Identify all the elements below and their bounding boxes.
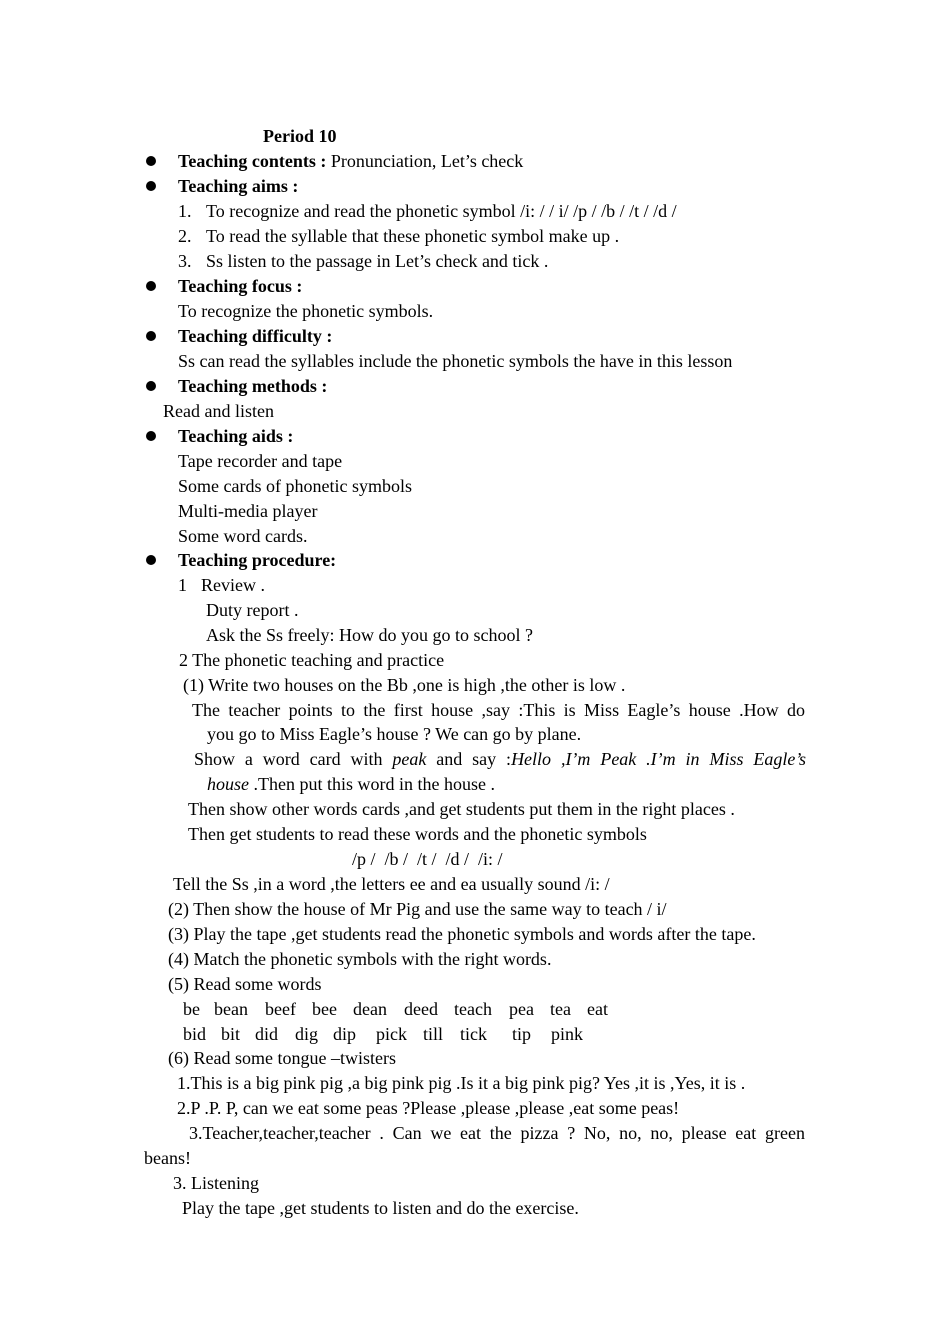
word: teach xyxy=(454,999,492,1019)
step-2-1-d: Then get students to read these words and the phonetic symbols xyxy=(188,824,647,844)
word: pink xyxy=(551,1024,584,1044)
step-2-1-a-line1: The teacher points to the first house ,say :This is Miss Eagle’s house .How do xyxy=(192,700,805,720)
contents-value: Pronunciation, Let’s check xyxy=(326,151,524,171)
aids-label: Teaching aids : xyxy=(178,426,294,446)
aids-item: Tape recorder and tape xyxy=(178,451,343,471)
difficulty-text: Ss can read the syllables include the phonetic symbols the have in this lesson xyxy=(178,351,733,371)
listening-text: Play the tape ,get students to listen and do the exercise. xyxy=(182,1198,579,1218)
word: tick xyxy=(460,1024,487,1044)
step-2-heading: 2 The phonetic teaching and practice xyxy=(179,650,445,670)
house-word: house xyxy=(207,774,249,794)
aims-num-1: 1. xyxy=(178,201,192,221)
step-2-1-c: Then show other words cards ,and get students put them in the right places . xyxy=(188,799,735,819)
duty-report: Duty report . xyxy=(206,600,299,620)
word: deed xyxy=(404,999,438,1019)
twister-3-line1: 3.Teacher,teacher,teacher . Can we eat the pizza ? No, no, no, please eat green xyxy=(189,1123,805,1143)
word: tea xyxy=(550,999,571,1019)
contents-line xyxy=(178,149,523,174)
aims-num-3: 3. xyxy=(178,251,192,271)
and-say: and say : xyxy=(436,749,512,769)
word: bee xyxy=(312,999,337,1019)
step-2-1-b-line1 xyxy=(194,747,806,772)
review-title: Review . xyxy=(201,575,265,595)
aims-item-3: Ss listen to the passage in Let’s check and tick . xyxy=(206,251,549,271)
twister-1: 1.This is a big pink pig ,a big pink pig .Is it a big pink pig? Yes ,it is ,Yes, it is . xyxy=(177,1073,746,1093)
bullet-icon xyxy=(146,281,156,291)
put-in-house: .Then put this word in the house . xyxy=(249,774,495,794)
step-2-1: (1) Write two houses on the Bb ,one is high ,the other is low . xyxy=(183,675,626,695)
procedure-label: Teaching procedure: xyxy=(178,550,337,570)
word: be xyxy=(183,999,200,1019)
word: dig xyxy=(295,1024,319,1044)
step-2-4: (4) Match the phonetic symbols with the right words. xyxy=(168,949,552,969)
word: eat xyxy=(587,999,608,1019)
aims-item-2: To read the syllable that these phonetic symbol make up . xyxy=(206,226,620,246)
peak-word: peak xyxy=(392,749,427,769)
contents-label: Teaching contents : xyxy=(178,151,327,171)
step-2-2: (2) Then show the house of Mr Pig and use the same way to teach / i/ xyxy=(168,899,667,919)
twister-3-line2: beans! xyxy=(144,1148,191,1168)
bullet-icon xyxy=(146,431,156,441)
word: bid xyxy=(183,1024,207,1044)
aims-item-1: To recognize and read the phonetic symbol /i: / / i/ /p / /b / /t / /d / xyxy=(206,201,677,221)
step-2-6: (6) Read some tongue –twisters xyxy=(168,1048,396,1068)
twister-2: 2.P .P. P, can we eat some peas ?Please ,please ,please ,eat some peas! xyxy=(177,1098,680,1118)
bullet-icon xyxy=(146,181,156,191)
methods-label: Teaching methods : xyxy=(178,376,328,396)
review-num: 1 xyxy=(178,575,187,595)
methods-text: Read and listen xyxy=(163,401,274,421)
word: did xyxy=(255,1024,279,1044)
word: dean xyxy=(353,999,387,1019)
aids-item: Some cards of phonetic symbols xyxy=(178,476,412,496)
show-word-card: Show a word card with xyxy=(194,749,383,769)
aims-num-2: 2. xyxy=(178,226,192,246)
tell-ss: Tell the Ss ,in a word ,the letters ee and ea usually sound /i: / xyxy=(173,874,610,894)
word: bit xyxy=(221,1024,241,1044)
page-title: Period 10 xyxy=(263,126,337,146)
focus-label: Teaching focus : xyxy=(178,276,303,296)
bullet-icon xyxy=(146,381,156,391)
word: dip xyxy=(333,1024,357,1044)
bullet-icon xyxy=(146,555,156,565)
word: pick xyxy=(376,1024,407,1044)
phonetic-symbols: /p / /b / /t / /d / /i: / xyxy=(352,849,503,869)
focus-text: To recognize the phonetic symbols. xyxy=(178,301,434,321)
aims-label: Teaching aims : xyxy=(178,176,299,196)
word: pea xyxy=(509,999,534,1019)
bullet-icon xyxy=(146,331,156,341)
difficulty-label: Teaching difficulty : xyxy=(178,326,333,346)
word: bean xyxy=(214,999,248,1019)
bullet-icon xyxy=(146,156,156,166)
step-2-1-a-line2: you go to Miss Eagle’s house ? We can go by plane. xyxy=(207,724,582,744)
aids-item: Multi-media player xyxy=(178,501,318,521)
step-2-1-b-line2 xyxy=(207,772,495,797)
word: till xyxy=(423,1024,444,1044)
aids-item: Some word cards. xyxy=(178,526,308,546)
step-2-3: (3) Play the tape ,get students read the phonetic symbols and words after the tape. xyxy=(168,924,756,944)
step-2-5: (5) Read some words xyxy=(168,974,322,994)
hello-peak: Hello ,I’m Peak .I’m in Miss Eagle’s xyxy=(511,749,807,769)
step-3-heading: 3. Listening xyxy=(173,1173,259,1193)
ask-question: Ask the Ss freely: How do you go to school ? xyxy=(206,625,533,645)
word: tip xyxy=(512,1024,532,1044)
word: beef xyxy=(265,999,296,1019)
